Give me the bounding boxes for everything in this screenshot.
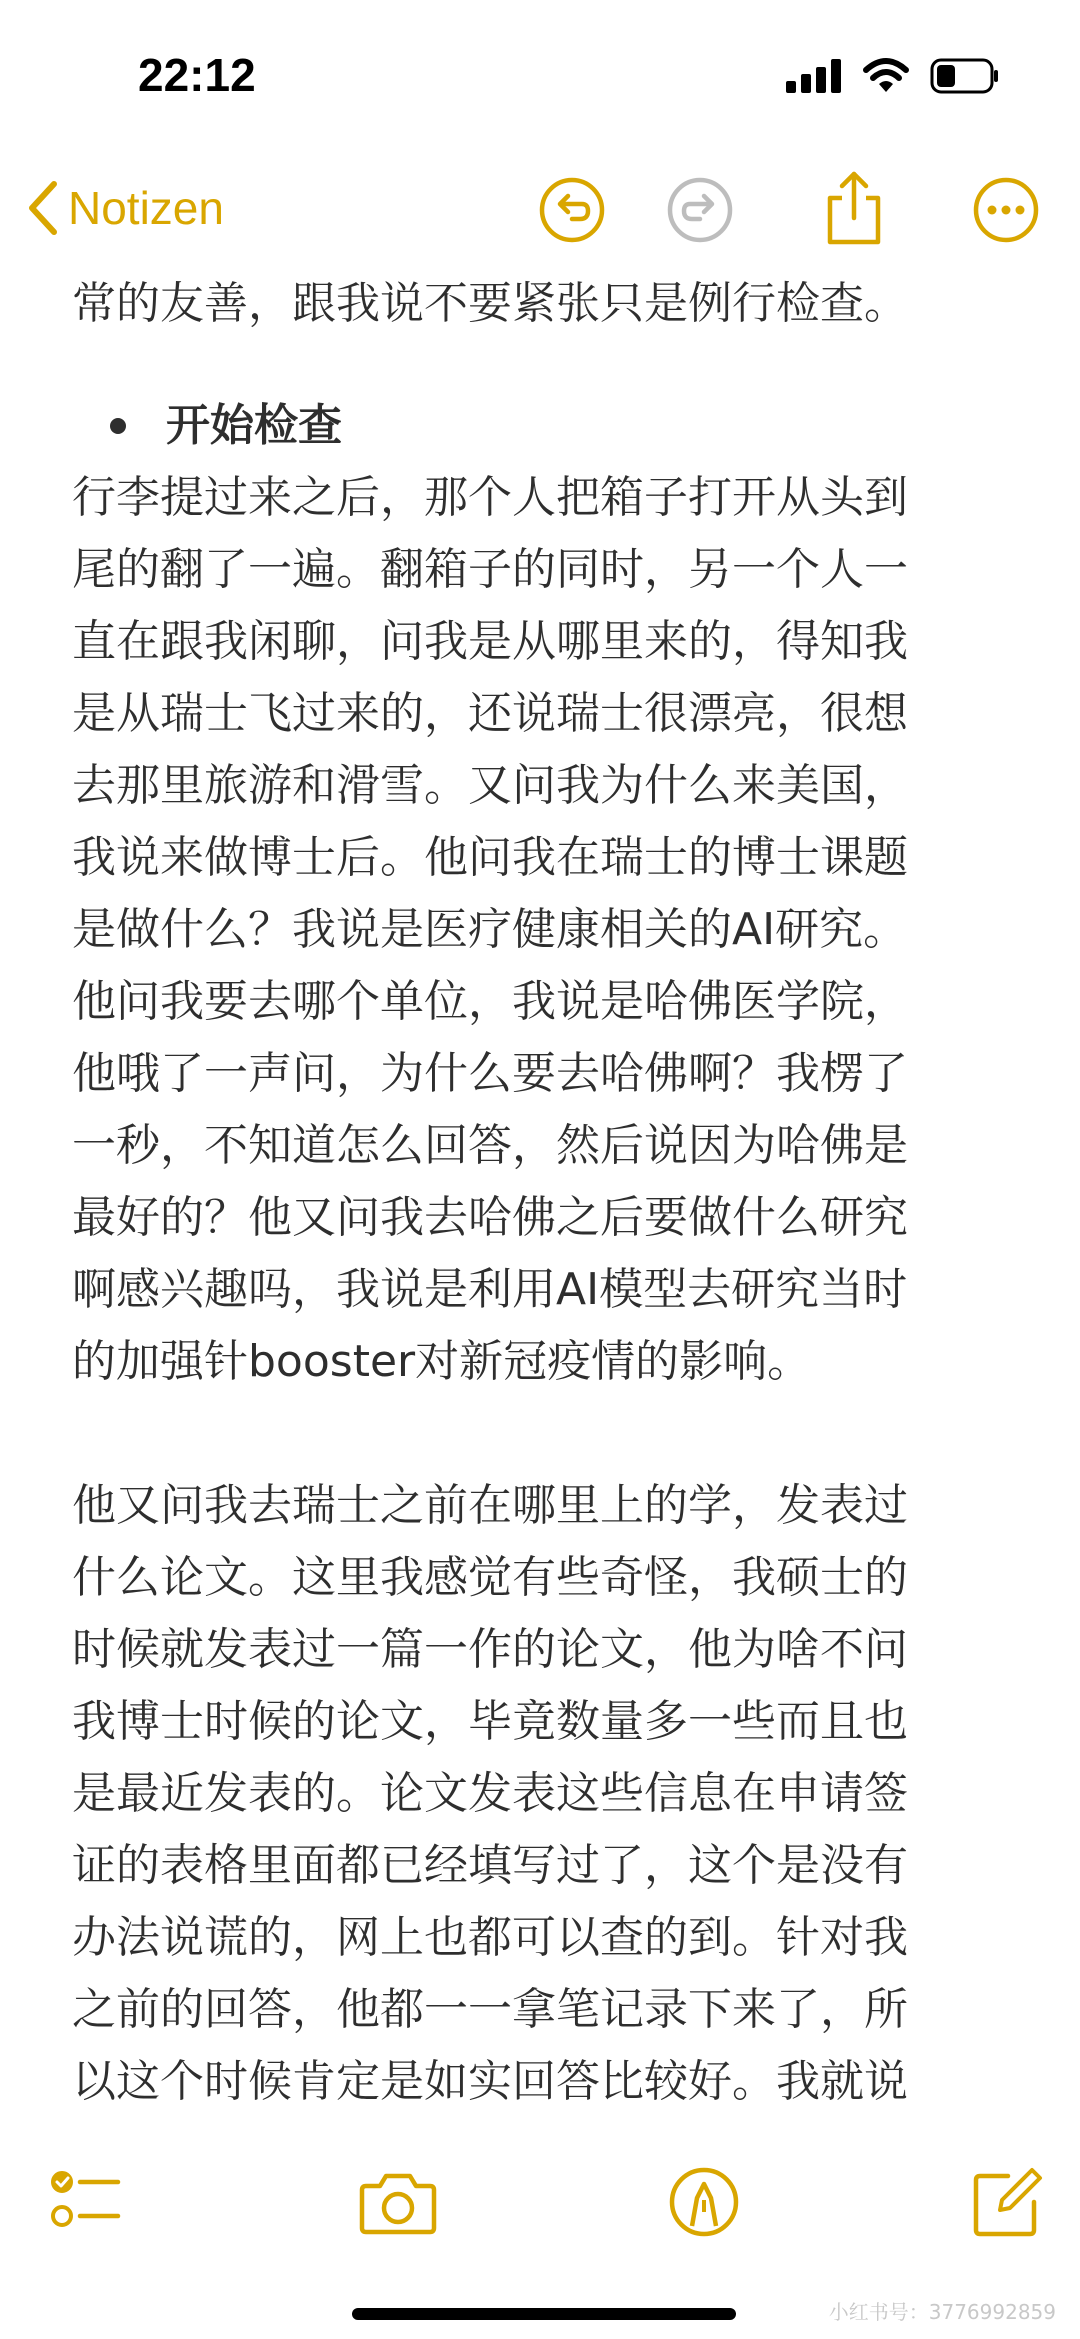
note-line: 一秒，不知道怎么回答，然后说因为哈佛是 <box>72 1120 908 1171</box>
note-line: 证的表格里面都已经填写过了，这个是没有 <box>72 1840 908 1891</box>
note-line: 行李提过来之后，那个人把箱子打开从头到 <box>72 472 908 523</box>
bullet-item <box>72 390 1008 462</box>
note-line: 办法说谎的，网上也都可以查的到。针对我 <box>72 1912 908 1963</box>
note-line: 时候就发表过一篇一作的论文，他为啥不问 <box>72 1624 908 1675</box>
battery-icon <box>930 58 1000 94</box>
bullet-dot <box>110 418 126 434</box>
watermark-text: 小红书号：3776992859 <box>828 2300 1056 2324</box>
note-line-top: 常的友善，跟我说不要紧张只是例行检查。 <box>72 278 908 329</box>
note-line: 直在跟我闲聊，问我是从哪里来的，得知我 <box>72 616 908 667</box>
back-label: Notizen <box>68 182 224 234</box>
status-icons <box>786 58 1000 94</box>
status-bar <box>0 0 1080 150</box>
camera-icon[interactable] <box>358 2164 438 2240</box>
back-button[interactable] <box>24 178 224 238</box>
compose-icon[interactable] <box>970 2164 1046 2240</box>
note-line: 我说来做博士后。他问我在瑞士的博士课题 <box>72 832 908 883</box>
status-time: 22:12 <box>138 49 256 101</box>
chevron-left-icon <box>24 178 60 238</box>
note-line: 是做什么？我说是医疗健康相关的AI研究。 <box>72 904 908 955</box>
note-line: 是从瑞士飞过来的，还说瑞士很漂亮，很想 <box>72 688 908 739</box>
note-line: 去那里旅游和滑雪。又问我为什么来美国， <box>72 760 908 811</box>
home-indicator[interactable] <box>352 2308 736 2320</box>
bottom-toolbar <box>0 2150 1080 2250</box>
wifi-icon <box>862 58 910 94</box>
undo-icon[interactable] <box>536 174 608 246</box>
note-line: 尾的翻了一遍。翻箱子的同时，另一个人一 <box>72 544 908 595</box>
note-line: 他问我要去哪个单位，我说是哈佛医学院， <box>72 976 908 1027</box>
note-line: 我博士时候的论文，毕竟数量多一些而且也 <box>72 1696 908 1747</box>
share-icon[interactable] <box>818 168 890 248</box>
note-line: 之前的回答，他都一一拿笔记录下来了，所 <box>72 1984 908 2035</box>
note-line: 什么论文。这里我感觉有些奇怪，我硕士的 <box>72 1552 908 1603</box>
paragraph-spacer <box>72 1398 1008 1470</box>
more-icon[interactable] <box>970 174 1042 246</box>
markup-pen-icon[interactable] <box>666 2164 742 2240</box>
bullet-heading: 开始检查 <box>166 400 342 451</box>
navigation-bar <box>0 160 1080 260</box>
note-line: 啊感兴趣吗，我说是利用AI模型去研究当时 <box>72 1264 908 1315</box>
checklist-icon[interactable] <box>48 2164 124 2240</box>
note-line: 是最近发表的。论文发表这些信息在申请签 <box>72 1768 908 1819</box>
note-line: 的加强针booster对新冠疫情的影响。 <box>72 1336 812 1387</box>
note-body[interactable] <box>72 268 1008 2118</box>
cellular-signal-icon <box>786 59 842 93</box>
note-line: 他哦了一声问，为什么要去哈佛啊？我楞了 <box>72 1048 908 1099</box>
note-line: 以这个时候肯定是如实回答比较好。我就说 <box>72 2056 908 2107</box>
redo-icon[interactable] <box>664 174 736 246</box>
note-line: 他又问我去瑞士之前在哪里上的学，发表过 <box>72 1480 908 1531</box>
note-line: 最好的？他又问我去哈佛之后要做什么研究 <box>72 1192 908 1243</box>
